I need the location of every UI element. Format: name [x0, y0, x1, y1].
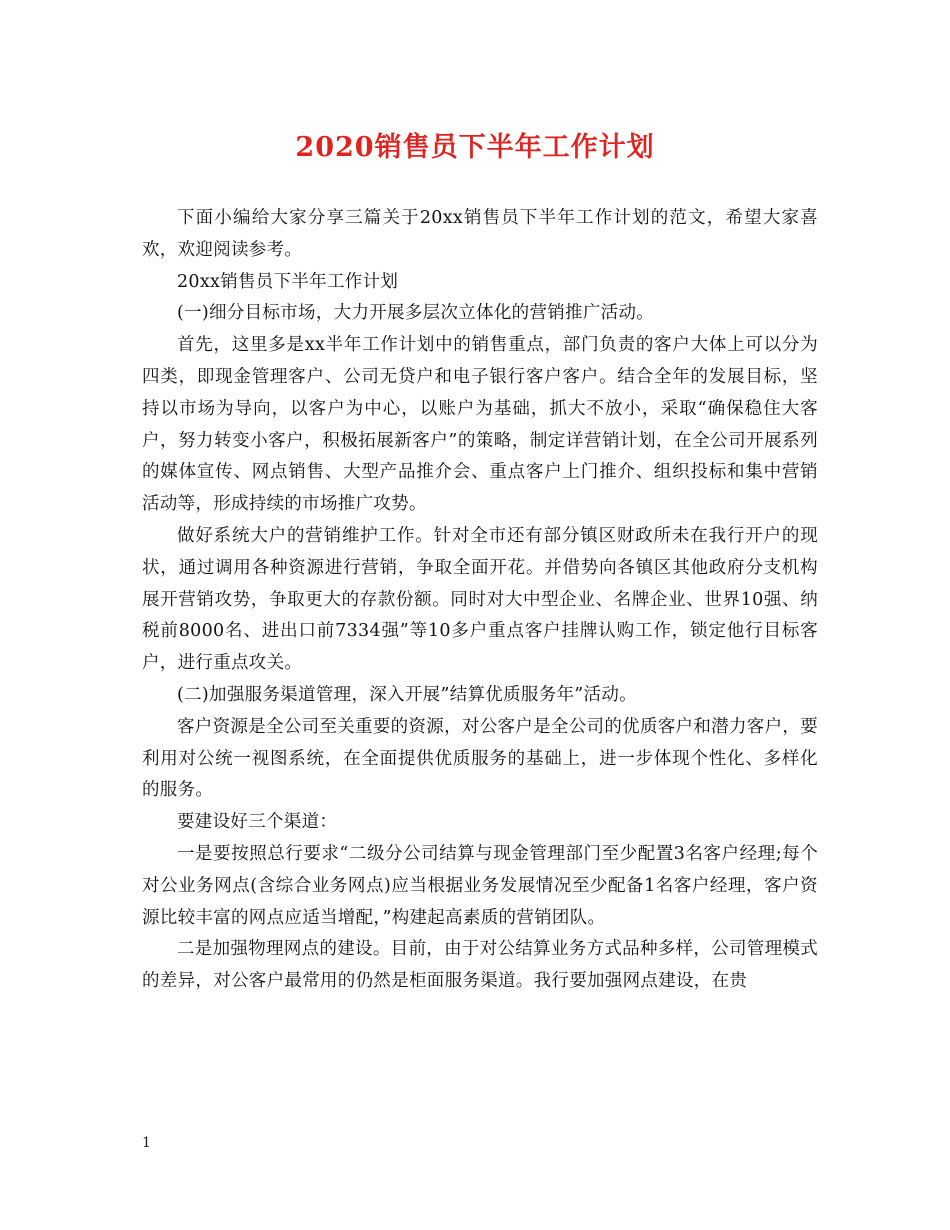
paragraph-section-one-heading: (一)细分目标市场，大力开展多层次立体化的营销推广活动。: [177, 303, 655, 324]
paragraph-three-channels: 要建设好三个渠道：: [177, 812, 338, 833]
paragraph-subtitle: 20xx销售员下半年工作计划: [177, 271, 399, 292]
document-title: 2020销售员下半年工作计划: [295, 132, 655, 163]
paragraph-system-clients: 做好系统大户的营销维护工作。针对全市还有部分镇区财政所未在我行开户的现状，通过调用各种资源进行营销，争取全面开花。并借势向各镇区其他政府分支机构展开营销攻势，争取更大的存款份额。同时对大中型企业、名牌企业、世界10强、纳税前8000名、进出口前7334强”等10多户重点客户挂牌认购工作，锁定他行目标客户，进行重点攻关。: [142, 525, 818, 674]
paragraph-section-two-heading: (二)加强服务渠道管理，深入开展”结算优质服务年”活动。: [177, 684, 637, 705]
paragraph-client-resources: 客户资源是全公司至关重要的资源，对公客户是全公司的优质客户和潜力客户，要利用对公统一视图系统，在全面提供优质服务的基础上，进一步体现个性化、多样化的服务。: [142, 716, 818, 801]
paragraph-intro: 下面小编给大家分享三篇关于20xx销售员下半年工作计划的范文，希望大家喜欢，欢迎阅读参考。: [142, 208, 818, 260]
document-body: [142, 203, 818, 998]
page-number: 1: [142, 1135, 151, 1151]
paragraph-first: 首先，这里多是xx半年工作计划中的销售重点，部门负责的客户大体上可以分为四类，即现金管理客户、公司无贷户和电子银行客户客户。结合全年的发展目标，坚持以市场为导向，以客户为中心，以账户为基础，抓大不放小，采取“确保稳住大客户，努力转变小客户，积极拓展新客户”的策略，制定详营销计划，在全公司开展系列的媒体宣传、网点销售、大型产品推介会、重点客户上门推介、组织投标和集中营销活动等，形成持续的市场推广攻势。: [142, 335, 818, 515]
paragraph-channel-two: 二是加强物理网点的建设。目前，由于对公结算业务方式品种多样，公司管理模式的差异，对公客户最常用的仍然是柜面服务渠道。我行要加强网点建设，在贵: [142, 939, 818, 992]
paragraph-channel-one: 一是要按照总行要求“二级分公司结算与现金管理部门至少配置3名客户经理;每个对公业务网点(含综合业务网点)应当根据业务发展情况至少配备1名客户经理，客户资源比较丰富的网点应适当增配，”构建起高素质的营销团队。: [142, 843, 818, 928]
